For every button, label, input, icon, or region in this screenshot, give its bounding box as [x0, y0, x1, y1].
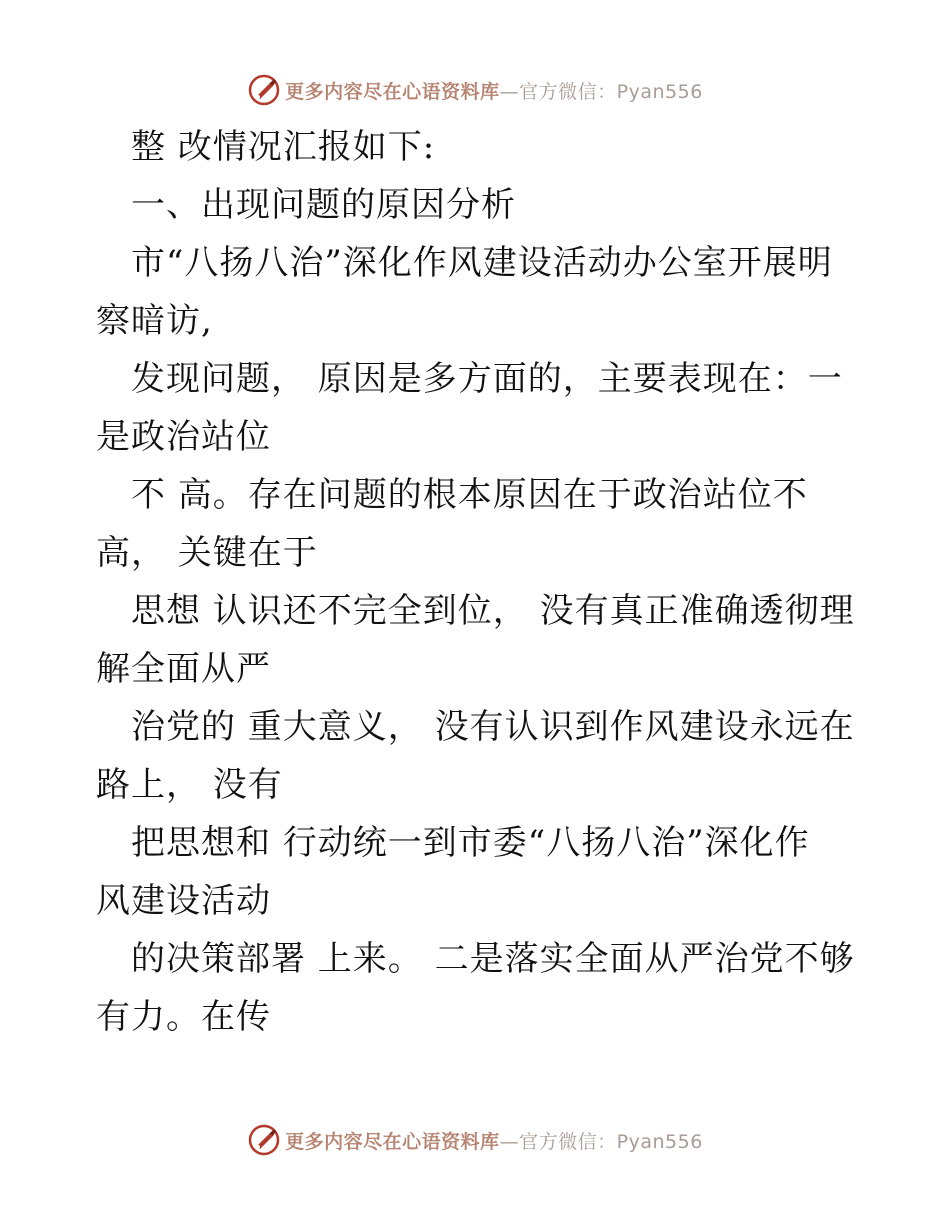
body-line: 高， 关键在于 [96, 533, 318, 573]
body-line: 市“八扬八治”深化作风建设活动办公室开展明 [96, 243, 833, 283]
body-line: 察暗访, [96, 301, 213, 341]
watermark-dash: — [499, 80, 520, 103]
body-line: 发现问题， 原因是多方面的，主要表现在：一 [96, 359, 843, 399]
body-line: 思想 认识还不完全到位， 没有真正准确透彻理 [96, 591, 855, 631]
body-line: 的决策部署 上来。 二是落实全面从严治党不够 [96, 939, 855, 979]
body-line: 是政治站位 [96, 417, 271, 457]
body-line: 把思想和 行动统一到市委“八扬八治”深化作 [96, 823, 810, 863]
watermark-text [285, 1127, 703, 1154]
watermark-dash: — [499, 1130, 520, 1153]
body-line: 风建设活动 [96, 881, 271, 921]
footer-watermark [0, 1120, 950, 1160]
watermark-contact: 官方微信：Pyan556 [519, 80, 703, 103]
ink-pen-logo-icon [247, 1123, 281, 1157]
watermark-text [285, 77, 703, 104]
section-heading: 一、出现问题的原因分析 [96, 185, 516, 225]
ink-pen-logo-icon [247, 73, 281, 107]
body-line: 治党的 重大意义， 没有认识到作风建设永远在 [96, 707, 855, 747]
document-body [96, 118, 856, 1046]
body-line: 有力。在传 [96, 997, 271, 1037]
watermark-contact: 官方微信：Pyan556 [519, 1130, 703, 1153]
body-line: 路上， 没有 [96, 765, 283, 805]
header-watermark [0, 70, 950, 110]
watermark-brand: 更多内容尽在心语资料库 [285, 80, 500, 103]
body-line: 整 改情况汇报如下: [96, 127, 436, 167]
body-line: 解全面从严 [96, 649, 271, 689]
watermark-brand: 更多内容尽在心语资料库 [285, 1130, 500, 1153]
body-line: 不 高。存在问题的根本原因在于政治站位不 [96, 475, 808, 515]
